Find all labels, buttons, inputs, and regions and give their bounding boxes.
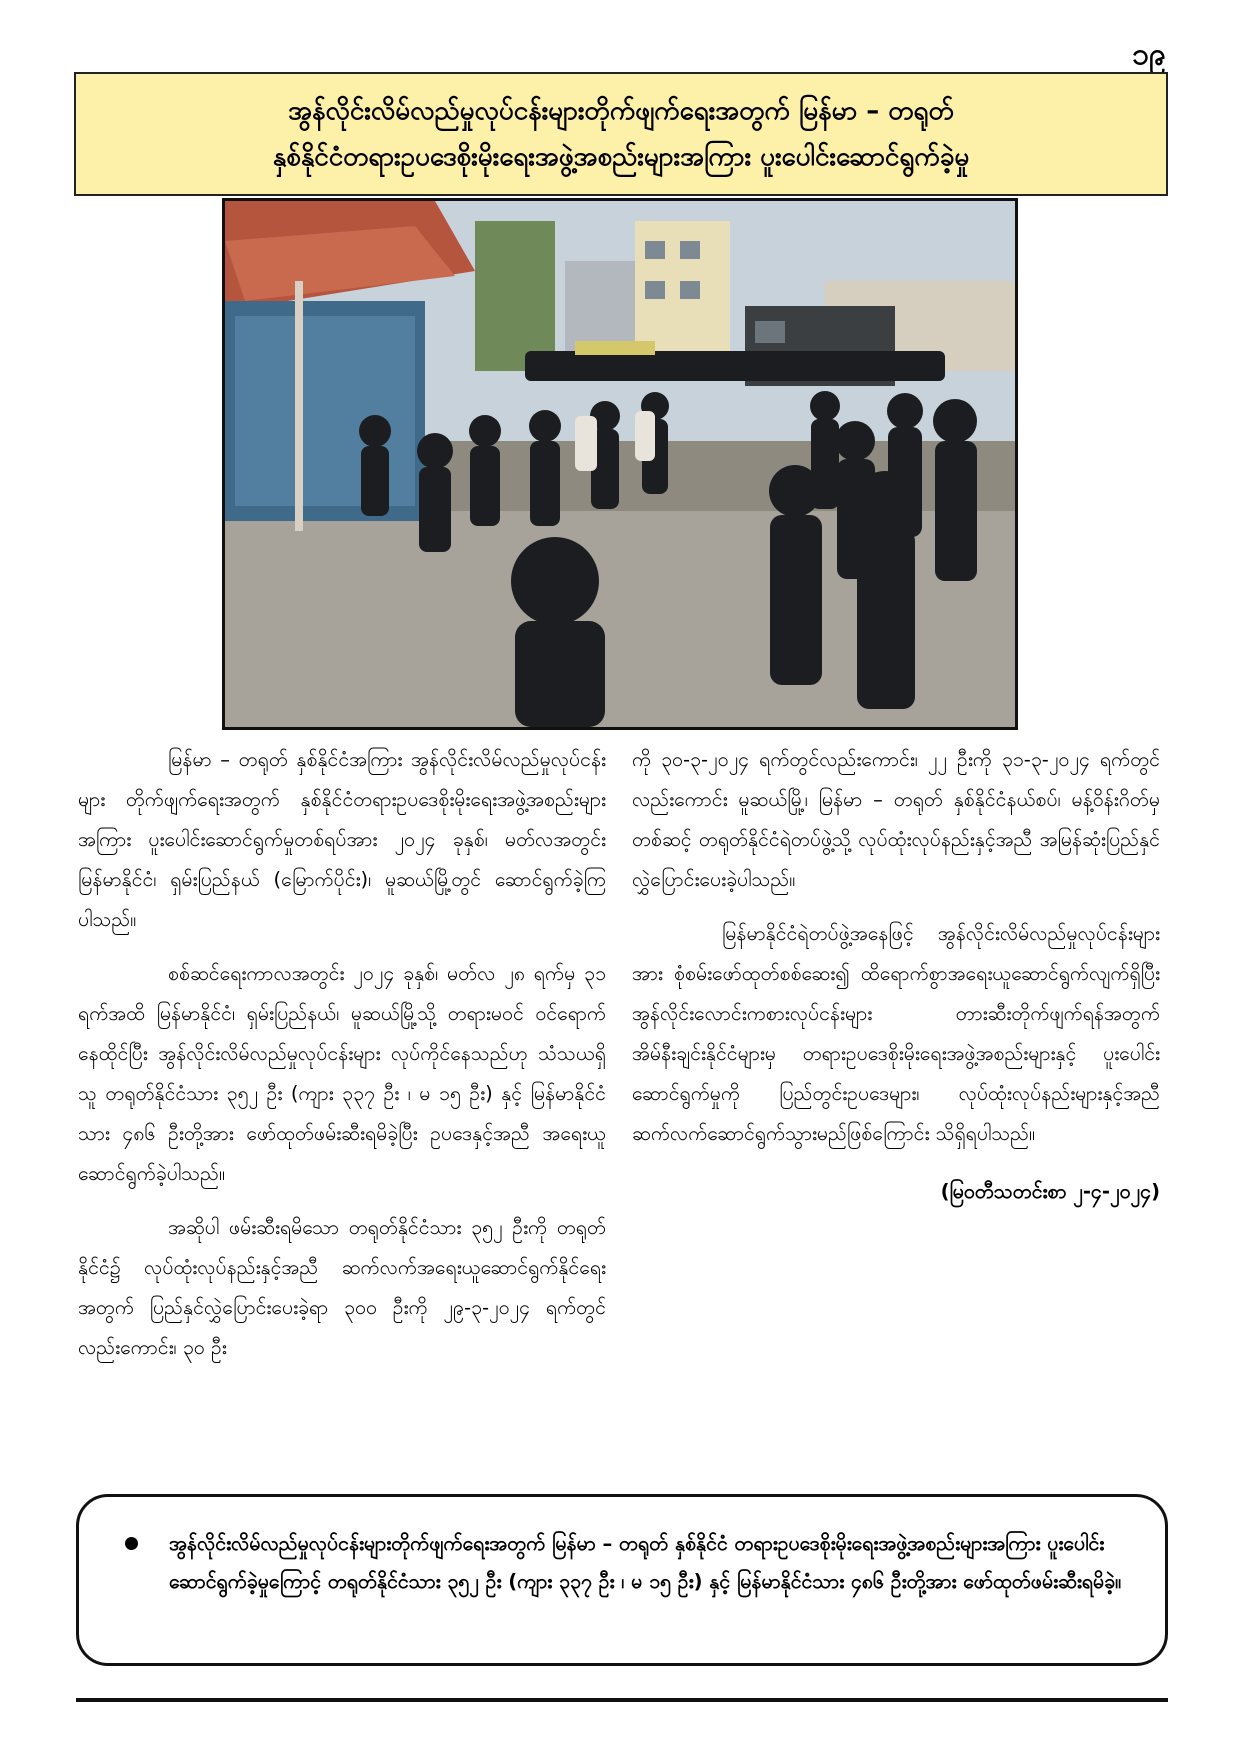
article-paragraph-3: အဆိုပါ ဖမ်းဆီးရမိသော တရုတ်နိုင်ငံသား ၃၅၂ ဦးကို တရုတ်နိုင်ငံ၌ လုပ်ထုံးလုပ်နည်းနှင့်အညီ ဆက်လက်အရေးယူဆောင်ရွက်နိုင်ရေးအတွက် ပြည်နှင်လွှဲပြောင်းပေးခဲ့ရာ ၃၀၀ ဦးကို ၂၉-၃-၂၀၂၄ ရက်တွင်လည်းကောင်း၊ ၃၀ ဦး (78, 1216, 606, 1359)
article-title-line-2: နှစ်နိုင်ငံတရားဥပဒေစိုးမိုးရေးအဖွဲ့အစည်းများအကြား ပူးပေါင်းဆောင်ရွက်ခဲ့မှု (272, 142, 970, 172)
article-paragraph-1: မြန်မာ – တရုတ် နှစ်နိုင်ငံအကြား အွန်လိုင်းလိမ်လည်မှုလုပ်ငန်းများ တိုက်ဖျက်ရေးအတွက် နှစ်နိုင်ငံတရားဥပဒေစိုးမိုးရေးအဖွဲ့အစည်းများအကြား ပူးပေါင်းဆောင်ရွက်မှုတစ်ရပ်အား ၂၀၂၄ ခုနှစ်၊ မတ်လအတွင်း မြန်မာနိုင်ငံ၊ ရှမ်းပြည်နယ် (မြောက်ပိုင်း)၊ မူဆယ်မြို့တွင် ဆောင်ရွက်ခဲ့ကြပါသည်။ (78, 748, 606, 931)
article-paragraph-2: စစ်ဆင်ရေးကာလအတွင်း ၂၀၂၄ ခုနှစ်၊ မတ်လ ၂၈ ရက်မှ ၃၁ ရက်အထိ မြန်မာနိုင်ငံ၊ ရှမ်းပြည်နယ်၊ မူဆယ်မြို့သို့ တရားမဝင် ဝင်ရောက်နေထိုင်ပြီး အွန်လိုင်းလိမ်လည်မှုလုပ်ငန်းများ လုပ်ကိုင်နေသည်ဟု သံသယရှိသူ တရုတ်နိုင်ငံသား ၃၅၂ ဦး (ကျား ၃၃၇ ဦး ၊ မ ၁၅ ဦး) နှင့် မြန်မာနိုင်ငံသား ၄၈၆ ဦးတို့အား ဖော်ထုတ်ဖမ်းဆီးရမိခဲ့ပြီး ဥပဒေနှင့်အညီ အရေးယူဆောင်ရွက်ခဲ့ပါသည်။ (78, 962, 606, 1185)
article-paragraph-3-continued: ကို ၃၀-၃-၂၀၂၄ ရက်တွင်လည်းကောင်း၊ ၂၂ ဦးကို ၃၁-၃-၂၀၂၄ ရက်တွင်လည်းကောင်း မူဆယ်မြို့၊ မြန်မာ – တရုတ် နှစ်နိုင်ငံနယ်စပ်၊ မန့်ဝိန်းဂိတ်မှတစ်ဆင့် တရုတ်နိုင်ငံရဲတပ်ဖွဲ့သို့ လုပ်ထုံးလုပ်နည်းနှင့်အညီ အမြန်ဆုံးပြည်နှင်လွှဲပြောင်းပေးခဲ့ပါသည်။ (632, 748, 1160, 891)
article-column-left (78, 740, 606, 1368)
article-source: (မြဝတီသတင်းစာ ၂-၄-၂၀၂၄) (940, 1180, 1160, 1203)
page-number: ၁၉ (1132, 37, 1166, 72)
police-escort-photo-illustration (225, 201, 1015, 727)
bullet-icon (125, 1537, 138, 1550)
summary-box (76, 1494, 1168, 1666)
article-title-line-1: အွန်လိုင်းလိမ်လည်မှုလုပ်ငန်းများတိုက်ဖျက်ရေးအတွက် မြန်မာ – တရုတ် (288, 96, 954, 126)
article-paragraph-4: မြန်မာနိုင်ငံရဲတပ်ဖွဲ့အနေဖြင့် အွန်လိုင်းလိမ်လည်မှုလုပ်ငန်းများအား စုံစမ်းဖော်ထုတ်စစ်ဆေး၍ ထိရောက်စွာအရေးယူဆောင်ရွက်လျက်ရှိပြီး အွန်လိုင်းလောင်းကစားလုပ်ငန်းများ တားဆီးတိုက်ဖျက်ရန်အတွက် အိမ်နီးချင်းနိုင်ငံများမှ တရားဥပဒေစိုးမိုးရေးအဖွဲ့အစည်းများနှင့် ပူးပေါင်းဆောင်ရွက်မှုကို ပြည်တွင်းဥပဒေများ၊ လုပ်ထုံးလုပ်နည်းများနှင့်အညီ ဆက်လက်ဆောင်ရွက်သွားမည်ဖြစ်ကြောင်း သိရှိရပါသည်။ (632, 922, 1160, 1145)
summary-text: အွန်လိုင်းလိမ်လည်မှုလုပ်ငန်းများတိုက်ဖျက်ရေးအတွက် မြန်မာ – တရုတ် နှစ်နိုင်ငံ တရားဥပဒေစိုးမိုးရေးအဖွဲ့အစည်းများအကြား ပူးပေါင်းဆောင်ရွက်ခဲ့မှုကြောင့် တရုတ်နိုင်ငံသား ၃၅၂ ဦး (ကျား ၃၃၇ ဦး ၊ မ ၁၅ ဦး) နှင့် မြန်မာနိုင်ငံသား ၄၈၆ ဦးတို့အား ဖော်ထုတ်ဖမ်းဆီးရမိခဲ့။ (169, 1532, 1122, 1593)
article-title-box (74, 72, 1168, 196)
bottom-rule (76, 1698, 1168, 1702)
news-photo (222, 198, 1018, 730)
article-column-right (632, 740, 1160, 1212)
